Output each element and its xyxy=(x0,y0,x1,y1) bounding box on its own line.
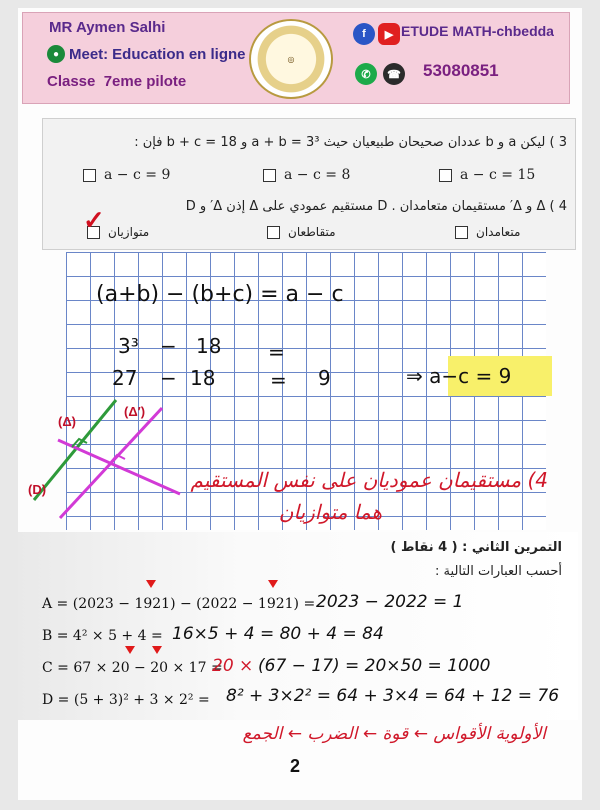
red-marker-icon xyxy=(152,646,162,654)
hw-line2-b: − xyxy=(160,334,177,358)
hw-result: ⇒ a−c = 9 xyxy=(406,364,512,388)
hw-line3-a: 27 xyxy=(112,366,138,390)
answer-D: 8² + 3×2² = 64 + 3×4 = 64 + 12 = 76 xyxy=(226,686,560,706)
page-number: 2 xyxy=(290,756,301,776)
youtube-icon: ▶ xyxy=(378,23,400,45)
expr-A: A = (2023 − 1921) − (2022 − 1921) = xyxy=(42,596,316,612)
answer-A: 2023 − 2022 = 1 xyxy=(316,592,464,612)
red-marker-icon xyxy=(146,580,156,588)
label-d: (D) xyxy=(28,482,47,497)
answer-B: 16×5 + 4 = 80 + 4 = 84 xyxy=(172,624,384,644)
hw-line2-d: = xyxy=(268,340,285,364)
facebook-icon: f xyxy=(353,23,375,45)
meet-label: Meet: xyxy=(69,45,109,63)
line-d xyxy=(58,440,180,494)
class-value: 7eme pilote xyxy=(103,73,187,90)
exercise2-title: التمرين الثاني : ( 4 نقاط ) xyxy=(390,540,562,555)
hw-line3-d: = xyxy=(270,368,287,392)
red-marker-icon xyxy=(268,580,278,588)
question-3: 3 ) ليكن a و b عددان صحيحان طبيعيان حيث a + b = 3³ و b + c = 18 فإن : xyxy=(134,135,567,150)
hw-line2-a: 3³ xyxy=(118,334,139,358)
teacher-name: MR Aymen Salhi xyxy=(49,19,166,36)
q3-option-1: a − c = 9 xyxy=(83,167,170,183)
q4-option-1: متوازيان xyxy=(87,225,149,239)
hw-line3-c: 18 xyxy=(190,366,216,390)
etude-title: ETUDE MATH-chbedda xyxy=(401,23,554,39)
hw-line2-c: 18 xyxy=(196,334,222,358)
red-marker-icon xyxy=(125,646,135,654)
class-label: Classe xyxy=(47,73,96,90)
label-delta: (Δ) xyxy=(58,414,77,429)
right-angle-mark xyxy=(110,455,125,463)
hw-line-1: (a+b) − (b+c) = a − c xyxy=(96,282,344,307)
hw-line3-e: 9 xyxy=(318,366,331,390)
meet-text: Education en ligne xyxy=(112,45,246,63)
whatsapp-icon: ✆ xyxy=(355,63,377,85)
phone-number: 53080851 xyxy=(423,61,499,80)
red-note-1: 4) مستقيمان عموديان على نفس المستقيم xyxy=(190,468,548,492)
hw-line3-b: − xyxy=(160,366,177,390)
label-delta-prime: (Δ′) xyxy=(124,404,146,419)
school-logo: ◎ xyxy=(249,19,333,99)
red-note-2: هما متوازيان xyxy=(278,500,382,524)
priority-note: الأولوية الأقواس ← قوة ← الضرب ← الجمع xyxy=(242,724,546,744)
expr-B: B = 4² × 5 + 4 = xyxy=(42,628,163,644)
question-4: 4 ) Δ و Δ′ مستقيمان متعامدان . D مستقيم عمودي على Δ إذن Δ′ و D xyxy=(185,199,567,214)
expr-C: C = 67 × 20 − 20 × 17 = xyxy=(42,660,223,676)
q3-option-3: a − c = 15 xyxy=(439,167,535,183)
red-check-mark: ✓ xyxy=(83,205,105,235)
answer-C-factor: 20 × xyxy=(212,656,254,676)
phone-icon: ☎ xyxy=(383,63,405,85)
answer-C: (67 − 17) = 20×50 = 1000 xyxy=(258,656,491,676)
meet-icon: ● xyxy=(47,45,65,63)
exercise2-instruction: أحسب العبارات التالية : xyxy=(435,564,562,579)
q4-option-2: متقاطعان xyxy=(267,225,336,239)
q4-option-3: متعامدان xyxy=(455,225,520,239)
q3-option-2: a − c = 8 xyxy=(263,167,350,183)
expr-D: D = (5 + 3)² + 3 × 2² = xyxy=(42,692,210,708)
